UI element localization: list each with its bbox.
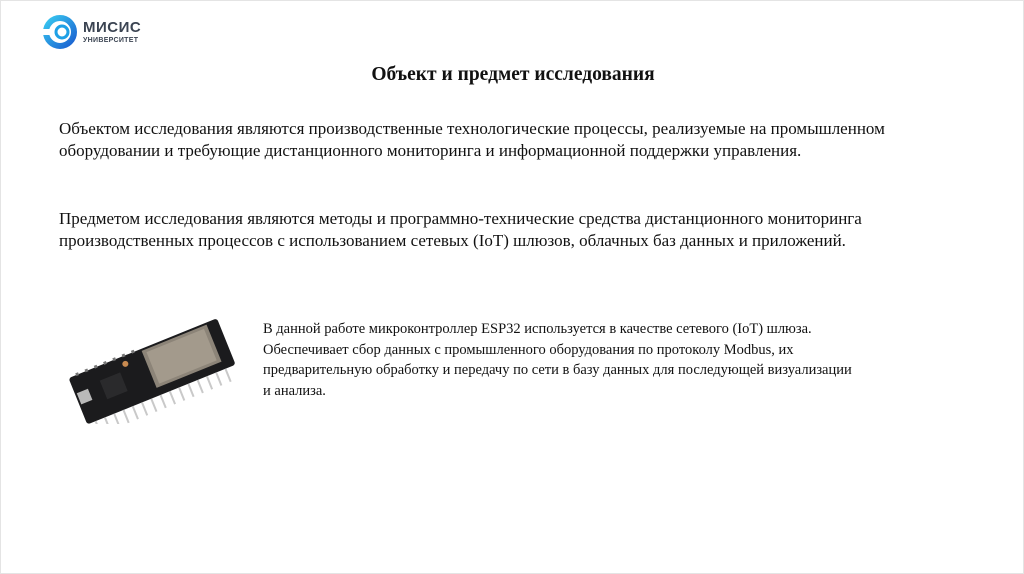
- misis-logo-icon: [43, 15, 77, 49]
- logo-subtitle: УНИВЕРСИТЕТ: [83, 37, 139, 44]
- research-subject-paragraph: Предметом исследования являются методы и программно-технические средства дистанционного мониторинга производственных процессов с использованием сетевых (IoT) шлюзов, облачных баз данных и приложений.: [59, 209, 862, 250]
- esp32-description: В данной работе микроконтроллер ESP32 используется в качестве сетевого (IoT) шлюза. Обеспечивает сбор данных с промышленного оборудования по протоколу Modbus, их предварительную обработку и передачу по сети в базу данных для последующей визуализации и анализа.: [263, 321, 852, 399]
- university-logo: [43, 15, 141, 49]
- esp32-board-image: [61, 319, 241, 424]
- research-object-paragraph: Объектом исследования являются производственные технологические процессы, реализуемые на промышленном оборудовании и требующие дистанционного мониторинга и информационной поддержки управления.: [59, 119, 885, 160]
- logo-name: МИСИС: [83, 19, 142, 36]
- slide-title: Объект и предмет исследования: [371, 64, 655, 85]
